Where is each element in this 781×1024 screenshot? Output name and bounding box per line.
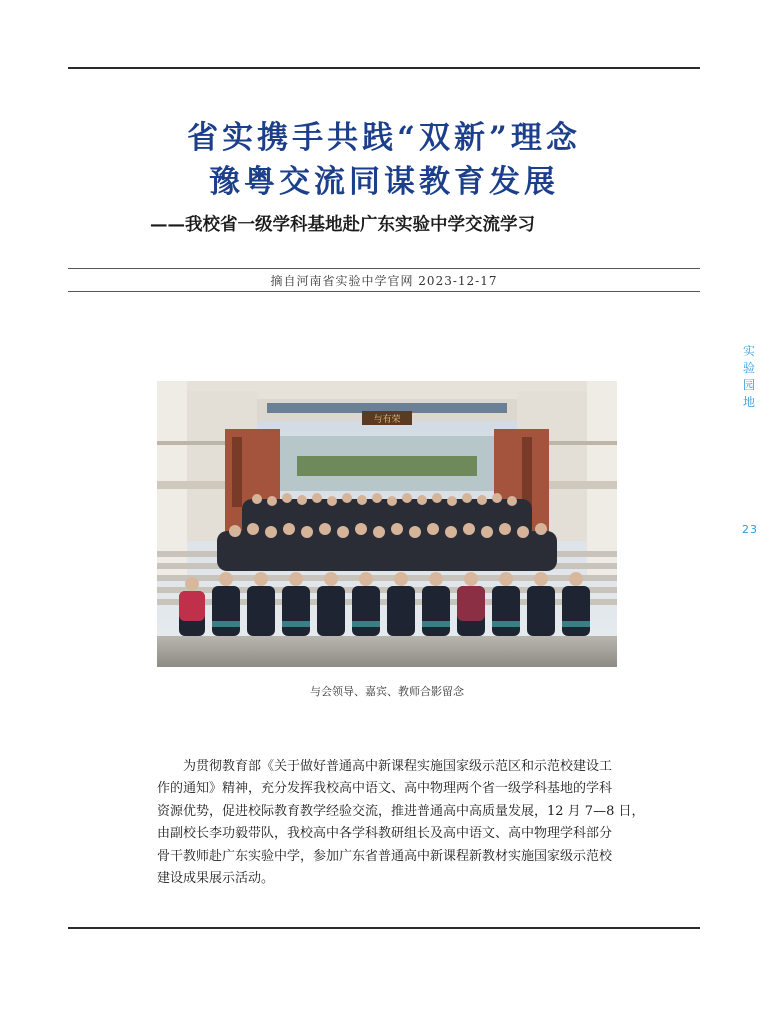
article-subtitle: ——我校省一级学科基地赴广东实验中学交流学习 (150, 215, 535, 235)
body-line: 建设成果展示活动。 (157, 871, 275, 887)
section-tab-char: 地 (742, 395, 755, 409)
article-title-line-1: 省实携手共践“双新”理念 (187, 120, 581, 156)
section-tab-char: 实 (742, 344, 755, 358)
section-tab (740, 343, 758, 411)
group-photo (157, 381, 617, 667)
body-line: 资源优势，促进校际教育教学经验交流，推进普通高中高质量发展，12 月 7—8 日， (157, 803, 645, 819)
body-line: 骨干教师赴广东实验中学，参加广东省普通高中新课程新教材实施国家级示范校 (157, 848, 613, 864)
top-rule (68, 67, 700, 69)
article-title-line-2: 豫粤交流同谋教育发展 (209, 164, 559, 200)
photo-caption: 与会领导、嘉宾、教师合影留念 (310, 685, 464, 698)
page-number: 23 (742, 523, 758, 536)
source-rule-top (68, 268, 700, 269)
body-line: 作的通知》精神，充分发挥我校高中语文、高中物理两个省一级学科基地的学科 (157, 781, 613, 797)
source-rule-bottom (68, 291, 700, 292)
body-line: 为贯彻教育部《关于做好普通高中新课程实施国家级示范区和示范校建设工 (183, 759, 613, 774)
section-tab-char: 园 (742, 378, 755, 392)
article-body (157, 756, 645, 890)
article-source: 摘自河南省实验中学官网 2023-12-17 (270, 274, 498, 288)
body-line: 由副校长李功毅带队，我校高中各学科教研组长及高中语文、高中物理学科部分 (157, 826, 613, 842)
section-tab-char: 验 (742, 361, 755, 375)
bottom-rule (68, 927, 700, 929)
photo-banner-text: 与有荣 (373, 415, 401, 425)
